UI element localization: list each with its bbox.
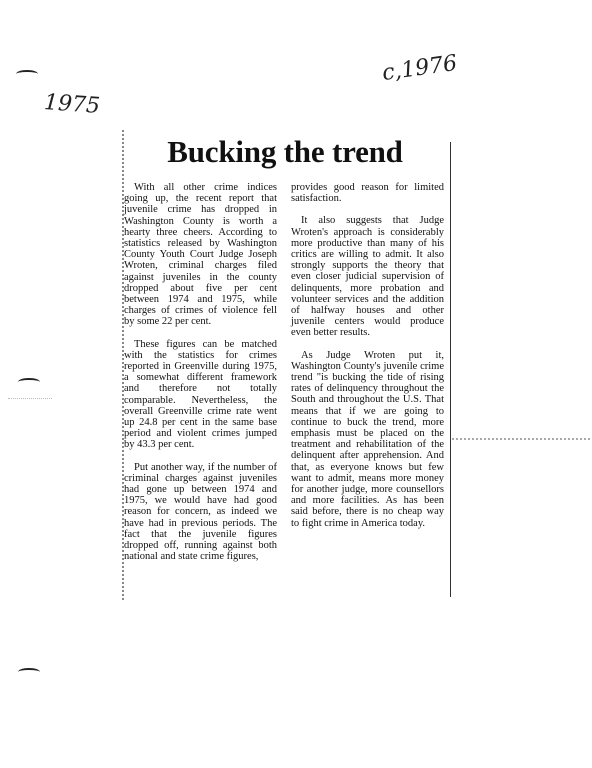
margin-mark <box>18 668 40 676</box>
article-column-left <box>124 182 277 574</box>
scan-speckle <box>8 398 52 402</box>
handwritten-year-right: c,1976 <box>380 50 459 87</box>
paragraph: With all other crime indices going up, the recent report that juvenile crime has dropped in Washington County is worth a hearty three cheers. According to statistics released by Washington County Youth Court Judge Joseph Wroten, criminal charges filed against juveniles in the county dropped about five per cent between 1974 and 1975, while charges of crimes of violence fell by some 22 per cent. <box>124 182 277 328</box>
margin-mark <box>18 378 40 386</box>
scan-speckle <box>452 438 590 444</box>
margin-mark <box>16 70 38 78</box>
paragraph: These figures can be matched with the statistics for crimes reported in Greenville during 1975, a somewhat different framework and therefore not totally comparable. Nevertheless, the overall Greenville crime rate went up 24.8 per cent in the same base period and violent crimes jumped by 43.3 per cent. <box>124 338 277 451</box>
paragraph: It also suggests that Judge Wroten's approach is considerably more productive than many of his critics are willing to admit. It also strongly supports the theory that even closer judicial supervision of delinquents, more probation and volunteer services and the addition of halfway houses and other juvenile centers would produce even better results. <box>291 215 444 339</box>
paragraph: provides good reason for limited satisfaction. <box>291 182 444 205</box>
paragraph: Put another way, if the number of criminal charges against juveniles had gone up between 1974 and 1975, we would have had good reason for concern, as indeed we have had in previous periods. The fact that the juvenile figures dropped off, running against both national and state crime figures, <box>124 461 277 563</box>
article-title: Bucking the trend <box>167 134 403 169</box>
article-column-right <box>291 182 444 540</box>
clipping-edge-right <box>450 142 451 597</box>
paragraph: As Judge Wroten put it, Washington County's juvenile crime trend "is bucking the tide of rising rates of delinquency throughout the South and throughout the U.S. That means that if we are going to continue to buck the trend, more emphasis must be placed on the treatment and rehabilitation of the delinquent after apprehension. And that, as everyone knows but few want to admit, means more money for another judge, more counsellors and more facilities. As has been said before, there is no cheap way to fight crime in America today. <box>291 349 444 529</box>
handwritten-year-left: 1975 <box>43 90 101 119</box>
